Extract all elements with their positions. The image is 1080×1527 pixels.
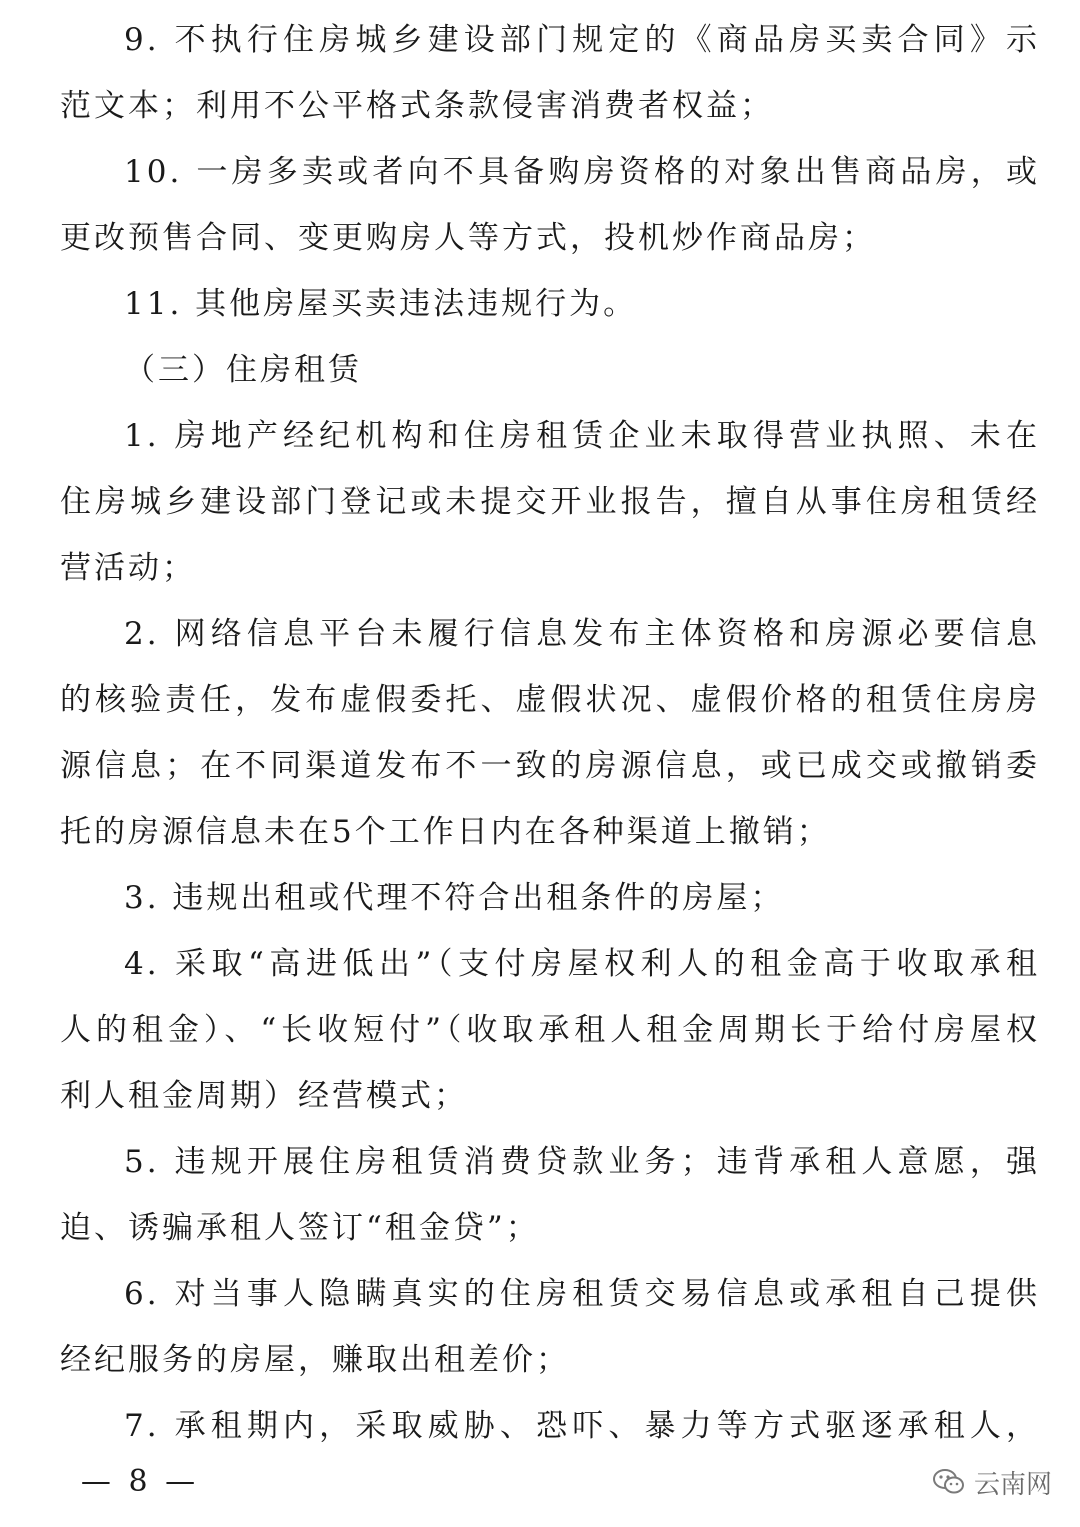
text-line: 人的租金）、“长收短付”（收取承租人租金周期长于给付房屋权 [60,1012,1040,1048]
text-line: 的核验责任，发布虚假委托、虚假状况、虚假价格的租赁住房房 [60,682,1040,718]
text-line: 5. 违规开展住房租赁消费贷款业务；违背承租人意愿，强 [124,1144,1040,1180]
page-number: — 8 — [80,1464,200,1499]
watermark-text: 云南网 [973,1469,1052,1500]
text-line: 源信息；在不同渠道发布不一致的房源信息，或已成交或撤销委 [60,748,1040,784]
text-line: 4. 采取“高进低出”（支付房屋权利人的租金高于收取承租 [124,946,1040,982]
text-line: 2. 网络信息平台未履行信息发布主体资格和房源必要信息 [124,616,1040,652]
text-line: 7. 承租期内，采取威胁、恐吓、暴力等方式驱逐承租人， [124,1408,1040,1444]
wechat-icon [932,1467,966,1497]
text-line: 1. 房地产经纪机构和住房租赁企业未取得营业执照、未在 [124,418,1040,454]
text-line: 住房城乡建设部门登记或未提交开业报告，擅自从事住房租赁经 [60,484,1040,520]
text-line: 9. 不执行住房城乡建设部门规定的《商品房买卖合同》示 [124,22,1040,58]
text-line: 托的房源信息未在5个工作日内在各种渠道上撤销； [60,814,831,850]
text-line: 11. 其他房屋买卖违法违规行为。 [124,286,638,322]
text-line: 3. 违规出租或代理不符合出租条件的房屋； [124,880,785,916]
text-line: 6. 对当事人隐瞒真实的住房租赁交易信息或承租自己提供 [124,1276,1040,1312]
text-line: 迫、诱骗承租人签订“租金贷”； [60,1210,540,1246]
source-watermark [932,1462,1052,1502]
section-heading: （三）住房租赁 [124,352,362,388]
text-line: 经纪服务的房屋，赚取出租差价； [60,1342,570,1378]
text-line: 营活动； [60,550,196,586]
text-line: 10. 一房多卖或者向不具备购房资格的对象出售商品房，或 [124,154,1040,190]
text-line: 更改预售合同、变更购房人等方式，投机炒作商品房； [60,220,876,256]
text-line: 范文本；利用不公平格式条款侵害消费者权益； [60,88,774,124]
text-line: 利人租金周期）经营模式； [60,1078,468,1114]
